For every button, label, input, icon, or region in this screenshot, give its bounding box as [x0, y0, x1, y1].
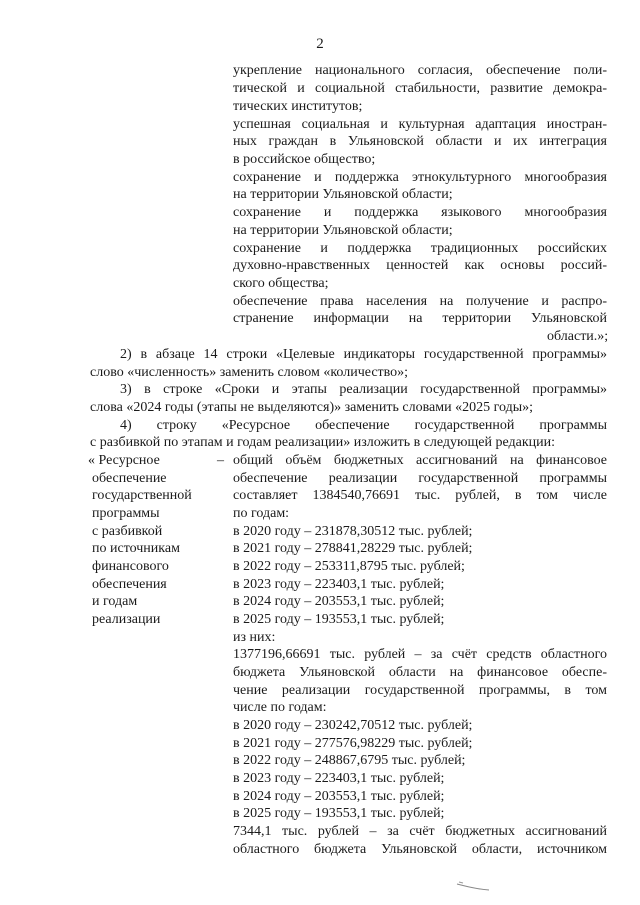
table-right-line: обеспечение реализации государственной программы	[233, 471, 607, 486]
table-left-label: обеспечения	[92, 577, 167, 592]
table-right-line: в 2020 году – 230242,70512 тыс. рублей;	[233, 718, 473, 733]
table-left-label: реализации	[92, 612, 161, 627]
text-line: области.»;	[547, 329, 609, 344]
table-left-label: « Ресурсное	[88, 453, 160, 468]
table-left-label: по источникам	[92, 541, 180, 556]
table-right-line: в 2023 году – 223403,1 тыс. рублей;	[233, 771, 445, 786]
table-right-line: в 2024 году – 203553,1 тыс. рублей;	[233, 594, 445, 609]
table-left-label: государственной	[92, 488, 192, 503]
amendment-line: 3) в строке «Сроки и этапы реализации государственной программы»	[120, 382, 607, 397]
table-left-label: финансового	[92, 559, 169, 574]
table-right-line: в 2025 году – 193553,1 тыс. рублей;	[233, 612, 445, 627]
table-right-line: общий объём бюджетных ассигнований на финансовое	[233, 453, 607, 468]
text-line: ского общества;	[233, 276, 329, 291]
table-right-line: в 2025 году – 193553,1 тыс. рублей;	[233, 806, 445, 821]
table-right-line: в 2020 году – 231878,30512 тыс. рублей;	[233, 524, 473, 539]
table-right-line: в 2021 году – 278841,28229 тыс. рублей;	[233, 541, 473, 556]
scan-artifact	[455, 880, 495, 892]
amendment-line: слова «2024 годы (этапы не выделяются)» заменить словами «2025 годы»;	[90, 400, 534, 415]
amendment-line: с разбивкой по этапам и годам реализации» изложить в следующей редакции:	[90, 435, 556, 450]
text-line: духовно-нравственных ценностей как основы россий-	[233, 258, 607, 273]
table-left-label: и годам	[92, 594, 138, 609]
text-line: сохранение и поддержка традиционных российских	[233, 241, 607, 256]
table-right-line: 7344,1 тыс. рублей – за счёт бюджетных ассигнований	[233, 824, 607, 839]
table-right-line: в 2021 году – 277576,98229 тыс. рублей;	[233, 736, 473, 751]
table-right-line: чение реализации государственной программы, в том	[233, 683, 607, 698]
page-number: 2	[316, 36, 324, 52]
table-right-line: в 2024 году – 203553,1 тыс. рублей;	[233, 789, 445, 804]
table-right-line: числе по годам:	[233, 700, 327, 715]
table-right-line: в 2023 году – 223403,1 тыс. рублей;	[233, 577, 445, 592]
text-line: ных граждан в Ульяновской области и их интеграция	[233, 134, 607, 149]
table-right-line: составляет 1384540,76691 тыс. рублей, в том числе	[233, 488, 607, 503]
text-line: обеспечение права населения на получение и распро-	[233, 294, 607, 309]
table-right-line: областного бюджета Ульяновской области, источником	[233, 842, 607, 857]
table-left-label: обеспечение	[92, 471, 167, 486]
text-line: тических институтов;	[233, 99, 363, 114]
text-line: сохранение и поддержка языкового многообразия	[233, 205, 607, 220]
amendment-line: слово «численность» заменить словом «количество»;	[90, 365, 409, 380]
table-dash: –	[217, 453, 224, 468]
table-right-line: в 2022 году – 253311,8795 тыс. рублей;	[233, 559, 465, 574]
amendment-line: 2) в абзаце 14 строки «Целевые индикаторы государственной программы»	[120, 347, 607, 362]
amendment-line: 4) строку «Ресурсное обеспечение государственной программы	[120, 418, 607, 433]
table-right-line: из них:	[233, 630, 276, 645]
table-left-label: с разбивкой	[92, 524, 163, 539]
text-line: успешная социальная и культурная адаптация иностран-	[233, 117, 607, 132]
table-right-line: бюджета Ульяновской области на финансовое обеспе-	[233, 665, 607, 680]
text-line: сохранение и поддержка этнокультурного многообразия	[233, 170, 607, 185]
table-left-label: программы	[92, 506, 160, 521]
text-line: на территории Ульяновской области;	[233, 187, 453, 202]
table-right-line: 1377196,66691 тыс. рублей – за счёт средств областного	[233, 647, 607, 662]
text-line: на территории Ульяновской области;	[233, 223, 453, 238]
text-line: укрепление национального согласия, обеспечение поли-	[233, 63, 607, 78]
text-line: в российское общество;	[233, 152, 376, 167]
table-right-line: в 2022 году – 248867,6795 тыс. рублей;	[233, 753, 466, 768]
text-line: странение информации на территории Ульяновской	[233, 311, 607, 326]
table-right-line: по годам:	[233, 506, 290, 521]
text-line: тической и социальной стабильности, развитие демокра-	[233, 81, 607, 96]
